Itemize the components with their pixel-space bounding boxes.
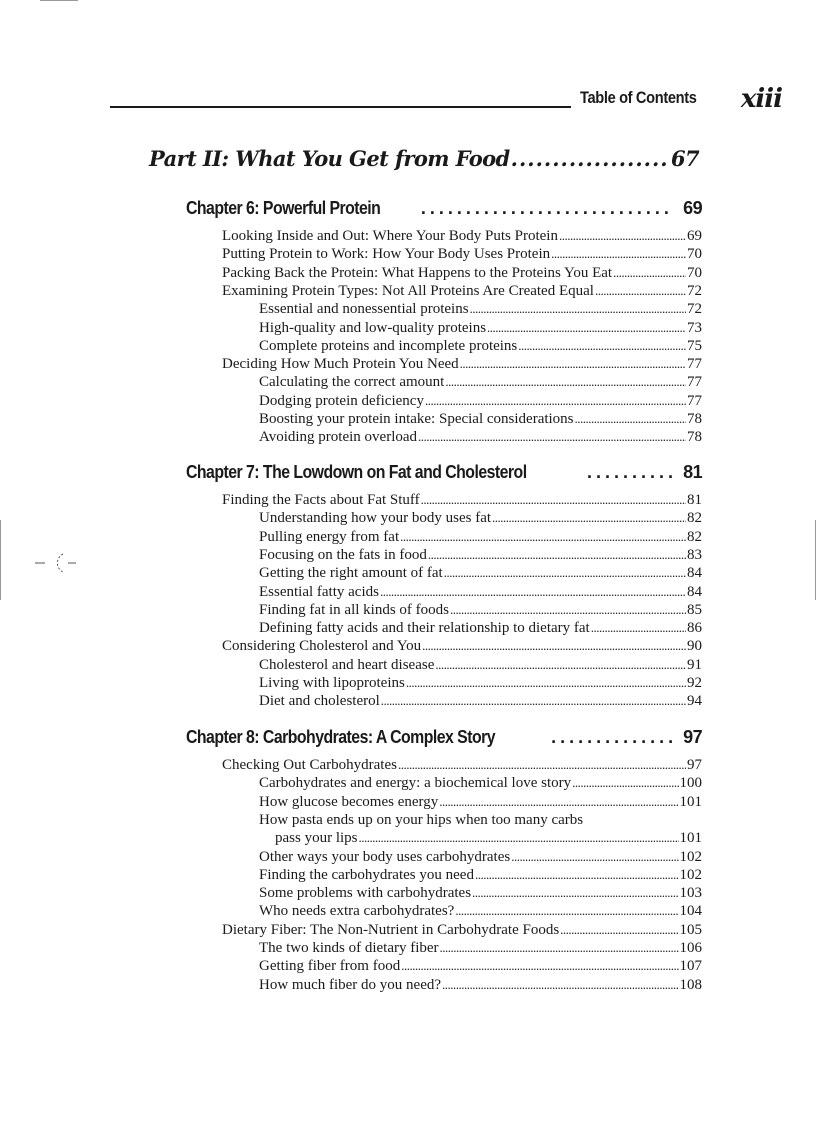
entry-title: Understanding how your body uses fat <box>259 510 492 527</box>
entry-title: Finding the carbohydrates you need <box>259 866 474 883</box>
toc-entry[interactable] <box>259 656 702 674</box>
entry-title: Living with lipoproteins <box>259 675 405 691</box>
entry-page: 101 <box>679 793 702 810</box>
entry-title: Avoiding protein overload <box>259 429 418 446</box>
entry-title: Dodging protein deficiency <box>259 392 424 409</box>
entry-title: How pasta ends up on your hips when too many carbs <box>259 811 584 828</box>
dot-leader <box>406 674 686 692</box>
chapter-title: Chapter 6: Powerful Protein <box>186 198 381 218</box>
toc-entry[interactable] <box>259 410 702 428</box>
toc-entry[interactable] <box>222 245 702 263</box>
entry-title: Packing Back the Protein: What Happens to the Proteins You Eat <box>222 264 613 281</box>
entry-page: 90 <box>687 638 702 655</box>
dot-leader <box>439 793 678 811</box>
toc-entry[interactable] <box>259 546 702 564</box>
toc-entry[interactable] <box>222 282 702 300</box>
dot-leader <box>587 462 673 483</box>
dot-leader <box>440 939 679 957</box>
entry-page: 70 <box>687 264 702 281</box>
dot-leader <box>421 491 686 509</box>
toc-entry[interactable] <box>222 264 702 282</box>
toc-entry[interactable] <box>259 337 702 355</box>
toc-entry[interactable] <box>259 674 702 692</box>
chapter-page: 81 <box>683 462 702 482</box>
entry-title: Diet and cholesterol <box>259 693 380 710</box>
dot-leader <box>418 428 686 446</box>
entry-page: 82 <box>687 510 702 527</box>
toc-entry[interactable] <box>275 829 702 847</box>
dot-leader <box>559 227 686 245</box>
crop-mark-left <box>0 520 1 600</box>
entry-page: 82 <box>687 528 702 545</box>
entry-page: 77 <box>687 392 702 409</box>
dot-leader <box>551 727 673 748</box>
part-page: 67 <box>670 146 699 171</box>
entry-page: 107 <box>679 958 702 975</box>
dot-leader <box>470 300 686 318</box>
dot-leader <box>551 245 686 263</box>
toc-entry[interactable] <box>259 373 702 391</box>
entry-title: Cholesterol and heart disease <box>259 656 435 673</box>
entry-title: Getting the right amount of fat <box>259 565 443 582</box>
dot-leader <box>595 282 686 300</box>
entry-title: Carbohydrates and energy: a biochemical love story <box>259 775 572 792</box>
entry-title: How glucose becomes energy <box>259 793 439 810</box>
entry-page: 100 <box>679 775 702 792</box>
crop-mark-top <box>40 0 78 1</box>
toc-entry[interactable] <box>259 692 702 710</box>
entry-page: 106 <box>679 940 702 956</box>
entry-page: 102 <box>679 848 702 865</box>
dot-leader <box>560 921 678 939</box>
chapter-title: Chapter 7: The Lowdown on Fat and Cholesterol <box>186 462 527 482</box>
entry-page: 75 <box>687 337 702 354</box>
toc-entry[interactable] <box>259 957 702 975</box>
entry-page: 77 <box>687 374 702 391</box>
entry-page: 102 <box>679 866 702 883</box>
dot-leader <box>613 264 686 282</box>
toc-entry[interactable] <box>259 528 702 546</box>
entry-title: Looking Inside and Out: Where Your Body Puts Protein <box>222 228 558 244</box>
dot-leader <box>401 957 678 975</box>
toc-entry[interactable] <box>259 902 702 920</box>
entry-title: High-quality and low-quality proteins <box>259 319 487 336</box>
chapter-page: 97 <box>683 727 702 747</box>
entry-title: Deciding How Much Protein You Need <box>222 356 459 373</box>
entry-page: 86 <box>687 620 702 637</box>
dot-leader <box>472 884 678 902</box>
dot-leader <box>455 902 678 920</box>
entry-page: 104 <box>679 903 702 920</box>
entry-title: Finding the Facts about Fat Stuff <box>222 492 420 508</box>
entry-page: 81 <box>687 492 702 508</box>
toc-entry[interactable] <box>259 583 702 601</box>
entry-title: Pulling energy from fat <box>259 528 400 545</box>
toc-entry[interactable] <box>222 355 702 373</box>
dot-leader <box>381 692 686 710</box>
entry-title: How much fiber do you need? <box>259 976 442 993</box>
dot-leader <box>475 866 679 884</box>
entry-page: 72 <box>687 282 702 299</box>
entry-page: 77 <box>687 356 702 373</box>
entry-page: 78 <box>687 429 702 446</box>
dot-leader <box>422 637 686 655</box>
toc-entry[interactable] <box>259 793 702 811</box>
entry-title: pass your lips <box>275 830 358 847</box>
dot-leader <box>511 848 678 866</box>
part-title: Part II: What You Get from Food <box>149 146 510 171</box>
part-heading[interactable] <box>149 146 699 171</box>
entry-title: Complete proteins and incomplete proteins <box>259 337 518 354</box>
entry-title: Defining fatty acids and their relationship to dietary fat <box>259 620 590 637</box>
dot-leader <box>445 373 686 391</box>
toc-entry[interactable] <box>259 392 702 410</box>
entry-title: Essential fatty acids <box>259 583 379 600</box>
toc-entry[interactable] <box>259 300 702 318</box>
entry-page: 73 <box>687 319 702 336</box>
toc-entry[interactable] <box>259 848 702 866</box>
toc-entry[interactable] <box>259 866 702 884</box>
dot-leader <box>572 774 678 792</box>
registration-mark-icon <box>30 548 80 578</box>
toc-entry[interactable] <box>259 319 702 337</box>
toc-entry[interactable] <box>259 601 702 619</box>
dot-leader <box>398 756 686 774</box>
dot-leader <box>428 546 686 564</box>
page-header <box>110 84 782 114</box>
dot-leader <box>421 198 673 219</box>
toc-entry[interactable] <box>259 811 583 829</box>
dot-leader <box>460 355 686 373</box>
entry-page: 78 <box>687 411 702 427</box>
dot-leader <box>492 509 686 527</box>
toc-entry[interactable] <box>222 227 702 245</box>
entry-page: 91 <box>687 656 702 673</box>
chapter-heading[interactable] <box>186 727 702 748</box>
toc-entry[interactable] <box>222 756 702 774</box>
page-number: xiii <box>740 84 782 114</box>
entry-page: 103 <box>679 885 702 902</box>
toc-entry[interactable] <box>222 637 702 655</box>
entry-page: 108 <box>679 976 702 993</box>
entry-title: The two kinds of dietary fiber <box>259 940 439 956</box>
chapter-page: 69 <box>683 198 702 218</box>
dot-leader <box>444 564 686 582</box>
dot-leader <box>380 583 686 601</box>
dot-leader <box>575 410 686 428</box>
toc-entry[interactable] <box>259 774 702 792</box>
dot-leader <box>359 829 679 847</box>
entry-page: 84 <box>687 583 702 600</box>
toc-entry[interactable] <box>259 939 702 957</box>
toc-entry[interactable] <box>259 428 702 446</box>
entry-title: Putting Protein to Work: How Your Body Uses Protein <box>222 246 551 263</box>
entry-page: 72 <box>687 301 702 318</box>
toc-entry[interactable] <box>259 509 702 527</box>
entry-page: 83 <box>687 546 702 563</box>
dot-leader <box>591 619 686 637</box>
toc-entry[interactable] <box>222 921 702 939</box>
entry-title: Getting fiber from food <box>259 958 401 975</box>
dot-leader <box>487 319 686 337</box>
header-rule <box>110 106 571 108</box>
dot-leader <box>511 146 670 171</box>
entry-title: Boosting your protein intake: Special considerations <box>259 411 574 427</box>
dot-leader <box>518 337 686 355</box>
dot-leader <box>450 601 686 619</box>
entry-page: 97 <box>687 757 702 773</box>
toc-entry[interactable] <box>259 619 702 637</box>
entry-page: 70 <box>687 246 702 263</box>
entry-title: Checking Out Carbohydrates <box>222 757 397 773</box>
entry-page: 92 <box>687 675 702 691</box>
dot-leader <box>400 528 686 546</box>
toc-entry[interactable] <box>259 564 702 582</box>
entry-title: Focusing on the fats in food <box>259 546 427 563</box>
entry-title: Dietary Fiber: The Non-Nutrient in Carbohydrate Foods <box>222 921 560 938</box>
chapter-title: Chapter 8: Carbohydrates: A Complex Story <box>186 727 496 747</box>
toc-entry[interactable] <box>259 976 702 994</box>
entry-title: Finding fat in all kinds of foods <box>259 601 449 618</box>
entry-page: 84 <box>687 565 702 582</box>
chapter-heading[interactable] <box>186 198 702 219</box>
entry-page: 94 <box>687 693 702 710</box>
entry-title: Essential and nonessential proteins <box>259 301 469 318</box>
running-head: Table of Contents <box>580 88 697 107</box>
entry-page: 69 <box>687 228 702 244</box>
entry-title: Considering Cholesterol and You <box>222 638 422 655</box>
toc-entry[interactable] <box>259 884 702 902</box>
chapter-heading[interactable] <box>186 462 702 483</box>
entry-page: 105 <box>679 921 702 938</box>
dot-leader <box>435 656 686 674</box>
entry-page: 101 <box>679 830 702 847</box>
toc-entry[interactable] <box>222 491 702 509</box>
entry-title: Examining Protein Types: Not All Proteins Are Created Equal <box>222 282 594 299</box>
entry-page: 85 <box>687 601 702 618</box>
entry-title: Who needs extra carbohydrates? <box>259 903 455 920</box>
dot-leader <box>425 392 686 410</box>
entry-title: Calculating the correct amount <box>259 374 445 391</box>
entry-title: Some problems with carbohydrates <box>259 885 472 902</box>
dot-leader <box>442 976 678 994</box>
entry-title: Other ways your body uses carbohydrates <box>259 848 511 865</box>
